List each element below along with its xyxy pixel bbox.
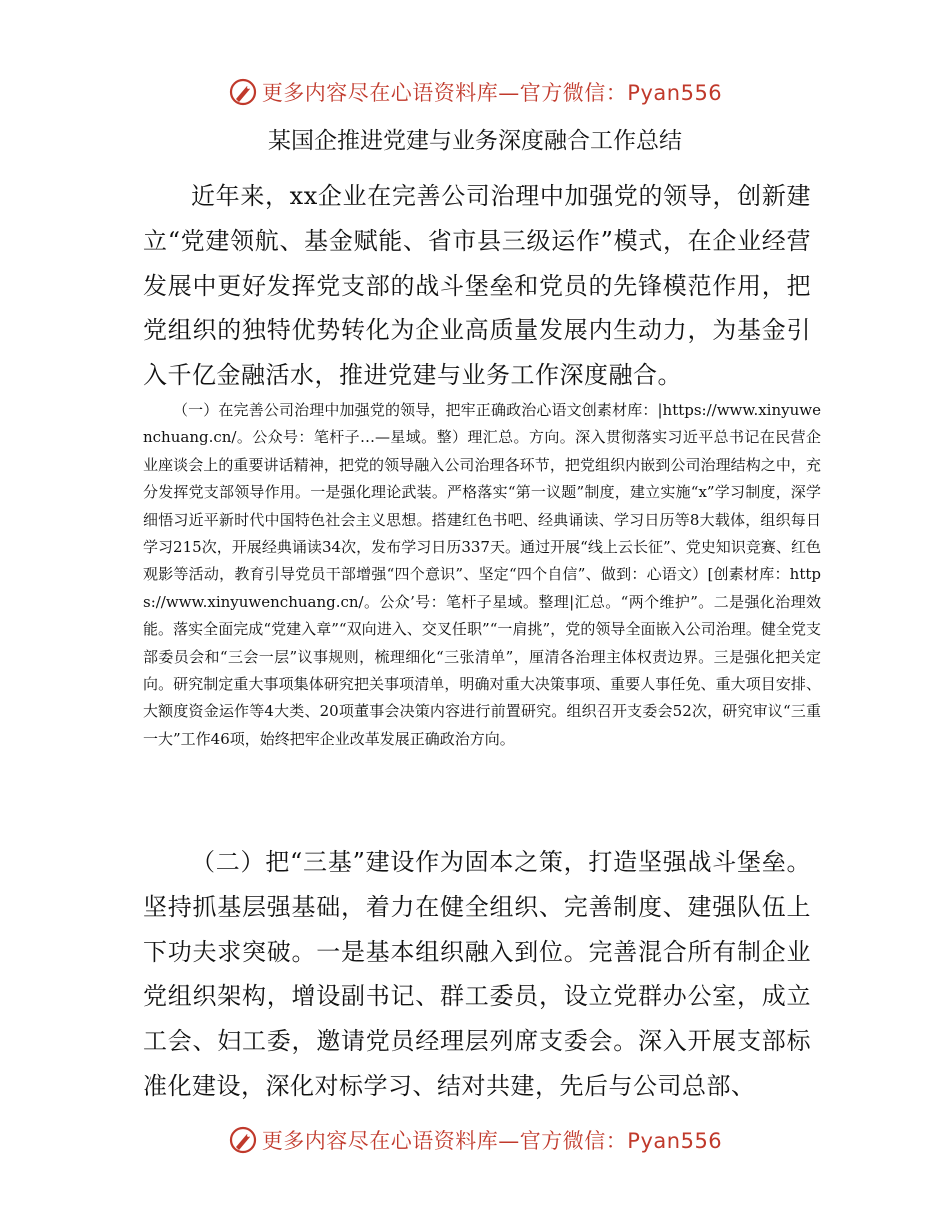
- pen-nib-logo-icon: [228, 1125, 258, 1155]
- paragraph-section-1: （一）在完善公司治理中加强党的领导，把牢正确政治心语文创素材库：|https://www.xinyuwenchuang.cn/。公众号：笔杆子…—星域。整）理汇总。方向。深入贯彻落实习近平总书记在民营企业座谈会上的重要讲话精神，把党的领导融入公司治理各环节，把党组织内嵌到公司治理结构之中，充分发挥党支部领导作用。一是强化理论武装。严格落实“第一议题”制度，建立实施“x”学习制度，深学细悟习近平新时代中国特色社会主义思想。搭建红色书吧、经典诵读、学习日历等8大载体，组织每日学习215次，开展经典诵读34次，发布学习日历337天。通过开展“线上云长征”、党史知识竞赛、红色观影等活动，教育引导党员干部增强“四个意识”、坚定“四个自信”、做到：心语文）[创素材库：https://www.xinyuwenchuang.cn/。公众’号：笔杆子星域。整理|汇总。“两个维护”。二是强化治理效能。落实全面完成“党建入章”“双向进入、交叉任职”“一肩挑”，党的领导全面嵌入公司治理。健全党支部委员会和“三会一层”议事规则，梳理细化“三张清单”，厘清各治理主体权责边界。三是强化把关定向。研究制定重大事项集体研究把关事项清单，明确对重大决策事项、重要人事任免、重大项目安排、大额度资金运作等4大类、20项董事会决策内容进行前置研究。组织召开支委会52次，研究审议“三重一大”工作46项，始终把牢企业改革发展正确政治方向。: [143, 401, 821, 748]
- paragraph-section-2: （二）把“三基”建设作为固本之策，打造坚强战斗堡垒。坚持抓基层强基础，着力在健全组织、完善制度、建强队伍上下功夫求突破。一是基本组织融入到位。完善混合所有制企业党组织架构，增设副书记、群工委员，设立党群办公室，成立工会、妇工委，邀请党员经理层列席支委会。深入开展支部标准化建设，深化对标学习、结对共建，先后与公司总部、: [143, 848, 811, 1100]
- document-title: 某国企推进党建与业务深度融合工作总结: [268, 128, 682, 154]
- banner-text: 更多内容尽在心语资料库—官方微信：Pyan556: [261, 81, 723, 105]
- footer-banner: [0, 1120, 950, 1160]
- paragraph-intro: 近年来，xx企业在完善公司治理中加强党的领导，创新建立“党建领航、基金赋能、省市县三级运作”模式，在企业经营发展中更好发挥党支部的战斗堡垒和党员的先锋模范作用，把党组织的独特优势转化为企业高质量发展内生动力，为基金引入千亿金融活水，推进党建与业务工作深度融合。: [143, 182, 811, 390]
- header-banner: [0, 72, 950, 112]
- pen-nib-logo-icon: [228, 77, 258, 107]
- banner-text: 更多内容尽在心语资料库—官方微信：Pyan556: [261, 1129, 723, 1153]
